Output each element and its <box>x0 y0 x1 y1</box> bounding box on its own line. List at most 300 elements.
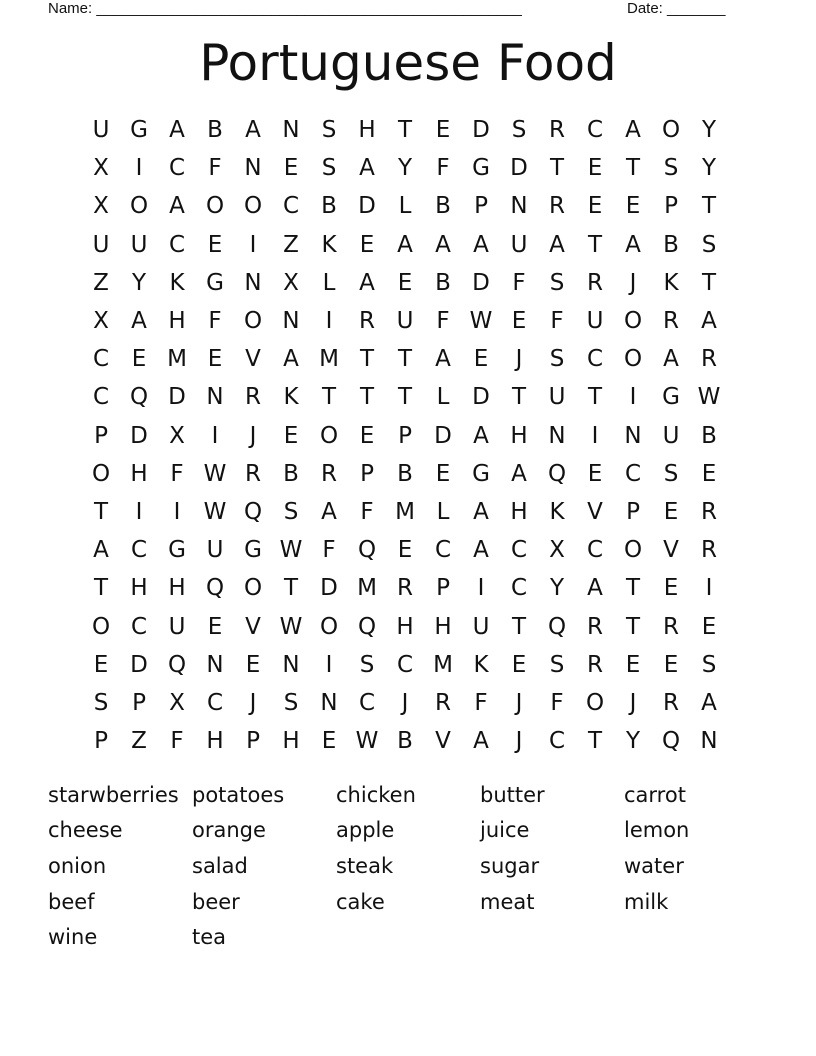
grid-letter: E <box>359 422 375 449</box>
grid-letter: D <box>472 269 490 296</box>
grid-letter: W <box>279 613 303 640</box>
grid-letter: R <box>663 308 679 335</box>
grid-letter: R <box>701 498 717 525</box>
grid-letter: D <box>510 155 528 182</box>
grid-letter: O <box>243 575 263 602</box>
grid-letter: I <box>591 422 599 449</box>
word-bank-item: cheese <box>48 818 123 843</box>
word-bank-item: salad <box>192 853 248 878</box>
grid-letter: Q <box>357 537 377 564</box>
word-bank-item: tea <box>192 925 227 950</box>
grid-letter: T <box>321 384 337 411</box>
grid-letter: R <box>549 193 565 220</box>
grid-letter: E <box>131 346 147 373</box>
grid-letter: D <box>130 651 148 678</box>
grid-letter: E <box>511 651 527 678</box>
grid-letter: S <box>549 346 565 373</box>
grid-letter: S <box>321 117 337 144</box>
grid-letter: B <box>397 728 413 755</box>
grid-letter: E <box>321 728 337 755</box>
grid-letter: N <box>700 728 718 755</box>
grid-letter: C <box>168 231 186 258</box>
grid-letter: Y <box>131 269 147 296</box>
grid-letter: F <box>170 728 184 755</box>
grid-letter: B <box>397 460 413 487</box>
grid-letter: B <box>435 269 451 296</box>
grid-letter: H <box>168 575 186 602</box>
grid-letter: G <box>472 460 490 487</box>
grid-letter: S <box>663 460 679 487</box>
grid-letter: E <box>397 269 413 296</box>
grid-letter: O <box>319 613 339 640</box>
grid-letter: C <box>510 575 528 602</box>
grid-letter: M <box>319 346 339 373</box>
grid-letter: H <box>282 728 300 755</box>
grid-letter: E <box>435 460 451 487</box>
grid-letter: D <box>358 193 376 220</box>
word-search-grid <box>82 111 728 760</box>
grid-letter: J <box>515 346 523 373</box>
grid-letter: S <box>663 155 679 182</box>
grid-letter: A <box>701 689 717 716</box>
grid-letter: B <box>663 231 679 258</box>
grid-letter: S <box>549 269 565 296</box>
grid-letter: W <box>203 498 227 525</box>
grid-letter: M <box>357 575 377 602</box>
grid-letter: U <box>92 231 110 258</box>
grid-letter: E <box>473 346 489 373</box>
grid-letter: M <box>395 498 415 525</box>
grid-letter: X <box>169 422 185 449</box>
word-bank-item: wine <box>48 925 98 950</box>
grid-letter: U <box>130 231 148 258</box>
grid-letter: R <box>245 384 261 411</box>
grid-letter: F <box>436 155 450 182</box>
grid-letter: F <box>436 308 450 335</box>
grid-letter: E <box>359 231 375 258</box>
grid-letter: V <box>245 613 261 640</box>
grid-letter: E <box>207 613 223 640</box>
grid-letter: F <box>550 308 564 335</box>
grid-letter: K <box>321 231 337 258</box>
grid-letter: U <box>472 613 490 640</box>
grid-letter: H <box>510 422 528 449</box>
grid-letter: O <box>623 308 643 335</box>
grid-letter: D <box>434 422 452 449</box>
grid-letter: C <box>434 537 452 564</box>
grid-letter: K <box>549 498 565 525</box>
grid-letter: Q <box>205 575 225 602</box>
word-bank-item: meat <box>480 889 535 914</box>
grid-letter: H <box>396 613 414 640</box>
grid-letter: O <box>129 193 149 220</box>
grid-letter: L <box>436 498 450 525</box>
grid-letter: E <box>587 155 603 182</box>
grid-letter: F <box>208 155 222 182</box>
grid-letter: I <box>211 422 219 449</box>
grid-letter: U <box>548 384 566 411</box>
grid-letter: G <box>472 155 490 182</box>
grid-letter: T <box>587 231 603 258</box>
word-bank-item: onion <box>48 853 107 878</box>
grid-letter: I <box>173 498 181 525</box>
grid-letter: A <box>473 728 489 755</box>
grid-letter: S <box>359 651 375 678</box>
grid-letter: R <box>587 269 603 296</box>
grid-letter: T <box>701 269 717 296</box>
word-bank-item: beef <box>48 889 95 914</box>
grid-letter: A <box>473 231 489 258</box>
grid-letter: A <box>701 308 717 335</box>
grid-letter: B <box>207 117 223 144</box>
date-field-label: Date: _______ <box>627 0 726 17</box>
grid-letter: R <box>701 346 717 373</box>
grid-letter: U <box>662 422 680 449</box>
grid-letter: R <box>587 613 603 640</box>
grid-letter: A <box>245 117 261 144</box>
grid-letter: Y <box>549 575 565 602</box>
grid-letter: N <box>206 651 224 678</box>
grid-letter: J <box>515 689 523 716</box>
grid-letter: T <box>93 575 109 602</box>
grid-letter: Z <box>131 728 147 755</box>
grid-letter: M <box>167 346 187 373</box>
word-bank-item: potatoes <box>192 782 285 807</box>
grid-letter: A <box>549 231 565 258</box>
grid-letter: C <box>510 537 528 564</box>
grid-letter: P <box>436 575 450 602</box>
grid-letter: N <box>282 117 300 144</box>
grid-letter: Q <box>243 498 263 525</box>
grid-letter: T <box>511 613 527 640</box>
grid-letter: C <box>282 193 300 220</box>
grid-letter: D <box>168 384 186 411</box>
grid-letter: Q <box>129 384 149 411</box>
grid-letter: Q <box>167 651 187 678</box>
grid-letter: I <box>477 575 485 602</box>
grid-letter: C <box>586 537 604 564</box>
grid-letter: Q <box>357 613 377 640</box>
word-bank-item: orange <box>192 818 266 843</box>
grid-letter: L <box>398 193 412 220</box>
grid-letter: H <box>358 117 376 144</box>
grid-letter: A <box>397 231 413 258</box>
grid-letter: E <box>283 155 299 182</box>
grid-letter: T <box>701 193 717 220</box>
grid-letter: J <box>249 422 257 449</box>
grid-letter: A <box>169 117 185 144</box>
grid-letter: F <box>360 498 374 525</box>
grid-letter: E <box>283 422 299 449</box>
name-field-label: Name: ___________________________________________________ <box>48 0 522 17</box>
word-bank-item: water <box>624 853 684 878</box>
grid-letter: Z <box>283 231 299 258</box>
grid-letter: K <box>473 651 489 678</box>
grid-letter: F <box>512 269 526 296</box>
grid-letter: P <box>360 460 374 487</box>
grid-letter: I <box>629 384 637 411</box>
grid-letter: W <box>279 537 303 564</box>
grid-letter: U <box>92 117 110 144</box>
word-bank-item: lemon <box>624 818 690 843</box>
grid-letter: O <box>243 308 263 335</box>
grid-letter: K <box>663 269 679 296</box>
grid-letter: P <box>664 193 678 220</box>
grid-letter: D <box>472 384 490 411</box>
grid-letter: E <box>701 613 717 640</box>
page-title: Portuguese Food <box>199 34 617 92</box>
grid-letter: A <box>511 460 527 487</box>
grid-letter: I <box>135 155 143 182</box>
worksheet-header <box>48 0 748 20</box>
grid-letter: J <box>249 689 257 716</box>
grid-letter: T <box>397 117 413 144</box>
grid-letter: T <box>625 575 641 602</box>
grid-letter: K <box>169 269 185 296</box>
grid-letter: B <box>283 460 299 487</box>
grid-letter: T <box>625 155 641 182</box>
grid-letter: U <box>206 537 224 564</box>
grid-letter: E <box>511 308 527 335</box>
grid-letter: A <box>473 422 489 449</box>
grid-letter: B <box>435 193 451 220</box>
grid-letter: A <box>473 537 489 564</box>
grid-letter: A <box>169 193 185 220</box>
grid-letter: Z <box>93 269 109 296</box>
grid-letter: N <box>282 308 300 335</box>
grid-letter: B <box>701 422 717 449</box>
grid-letter: R <box>663 613 679 640</box>
grid-letter: U <box>586 308 604 335</box>
grid-letter: K <box>283 384 299 411</box>
grid-letter: Y <box>701 155 717 182</box>
grid-letter: G <box>662 384 680 411</box>
grid-letter: P <box>94 728 108 755</box>
grid-letter: E <box>207 231 223 258</box>
word-bank <box>48 777 768 955</box>
grid-letter: S <box>701 651 717 678</box>
word-bank-item: sugar <box>480 853 540 878</box>
grid-letter: X <box>93 193 109 220</box>
word-bank-item: chicken <box>336 782 416 807</box>
grid-letter: R <box>587 651 603 678</box>
grid-letter: H <box>168 308 186 335</box>
grid-letter: I <box>325 308 333 335</box>
grid-letter: T <box>283 575 299 602</box>
grid-letter: G <box>168 537 186 564</box>
grid-letter: R <box>359 308 375 335</box>
grid-letter: F <box>322 537 336 564</box>
grid-letter: O <box>91 460 111 487</box>
grid-letter: E <box>435 117 451 144</box>
grid-letter: W <box>203 460 227 487</box>
grid-letter: J <box>629 269 637 296</box>
grid-letter: X <box>169 689 185 716</box>
grid-letter: J <box>401 689 409 716</box>
grid-letter: C <box>130 537 148 564</box>
grid-letter: T <box>587 728 603 755</box>
grid-letter: R <box>397 575 413 602</box>
grid-letter: R <box>321 460 337 487</box>
grid-letter: E <box>625 651 641 678</box>
grid-letter: P <box>398 422 412 449</box>
word-bank-item: carrot <box>624 782 686 807</box>
grid-letter: V <box>663 537 679 564</box>
grid-letter: Y <box>397 155 413 182</box>
grid-letter: E <box>93 651 109 678</box>
grid-letter: M <box>433 651 453 678</box>
grid-letter: R <box>549 117 565 144</box>
grid-letter: C <box>168 155 186 182</box>
grid-letter: T <box>359 384 375 411</box>
grid-letter: A <box>473 498 489 525</box>
word-bank-item: beer <box>192 889 240 914</box>
grid-letter: P <box>94 422 108 449</box>
grid-letter: T <box>511 384 527 411</box>
grid-letter: I <box>249 231 257 258</box>
grid-letter: E <box>397 537 413 564</box>
grid-letter: A <box>663 346 679 373</box>
grid-letter: C <box>206 689 224 716</box>
grid-letter: H <box>206 728 224 755</box>
grid-letter: T <box>359 346 375 373</box>
word-bank-item: apple <box>336 818 395 843</box>
grid-letter: C <box>624 460 642 487</box>
grid-letter: E <box>587 193 603 220</box>
grid-letter: R <box>701 537 717 564</box>
word-bank-item: butter <box>480 782 545 807</box>
grid-letter: R <box>435 689 451 716</box>
grid-letter: F <box>550 689 564 716</box>
grid-letter: L <box>322 269 336 296</box>
grid-letter: J <box>629 689 637 716</box>
grid-letter: X <box>549 537 565 564</box>
grid-letter: Y <box>625 728 641 755</box>
grid-letter: I <box>325 651 333 678</box>
grid-letter: A <box>359 155 375 182</box>
grid-letter: G <box>206 269 224 296</box>
grid-letter: S <box>283 689 299 716</box>
grid-letter: N <box>624 422 642 449</box>
grid-letter: H <box>130 575 148 602</box>
grid-letter: E <box>207 346 223 373</box>
grid-letter: T <box>549 155 565 182</box>
grid-letter: N <box>244 155 262 182</box>
grid-letter: G <box>130 117 148 144</box>
grid-letter: D <box>320 575 338 602</box>
grid-letter: S <box>549 651 565 678</box>
grid-letter: F <box>208 308 222 335</box>
grid-letter: U <box>396 308 414 335</box>
grid-letter: F <box>474 689 488 716</box>
grid-letter: V <box>435 728 451 755</box>
grid-letter: A <box>359 269 375 296</box>
grid-letter: C <box>586 117 604 144</box>
grid-letter: C <box>586 346 604 373</box>
grid-letter: H <box>130 460 148 487</box>
grid-letter: E <box>625 193 641 220</box>
grid-letter: O <box>623 537 643 564</box>
grid-letter: Q <box>547 613 567 640</box>
grid-letter: D <box>130 422 148 449</box>
grid-letter: A <box>625 231 641 258</box>
grid-letter: O <box>319 422 339 449</box>
grid-letter: Q <box>661 728 681 755</box>
grid-letter: A <box>321 498 337 525</box>
grid-letter: I <box>705 575 713 602</box>
grid-letter: F <box>170 460 184 487</box>
grid-letter: A <box>625 117 641 144</box>
grid-letter: N <box>510 193 528 220</box>
word-bank-item: juice <box>480 818 530 843</box>
grid-letter: O <box>91 613 111 640</box>
grid-letter: S <box>283 498 299 525</box>
grid-letter: X <box>93 308 109 335</box>
grid-letter: O <box>623 346 643 373</box>
grid-letter: C <box>358 689 376 716</box>
grid-letter: E <box>663 575 679 602</box>
grid-letter: E <box>663 651 679 678</box>
grid-letter: X <box>283 269 299 296</box>
grid-letter: O <box>661 117 681 144</box>
grid-letter: Q <box>547 460 567 487</box>
grid-letter: E <box>587 460 603 487</box>
grid-letter: S <box>93 689 109 716</box>
grid-letter: I <box>135 498 143 525</box>
grid-letter: L <box>436 384 450 411</box>
grid-letter: A <box>93 537 109 564</box>
word-bank-item: milk <box>624 889 669 914</box>
grid-letter: N <box>244 269 262 296</box>
grid-letter: R <box>663 689 679 716</box>
grid-letter: W <box>469 308 493 335</box>
grid-letter: V <box>587 498 603 525</box>
grid-letter: T <box>397 346 413 373</box>
word-bank-item: cake <box>336 889 385 914</box>
grid-letter: C <box>130 613 148 640</box>
grid-letter: T <box>625 613 641 640</box>
grid-letter: E <box>701 460 717 487</box>
grid-letter: O <box>585 689 605 716</box>
grid-letter: A <box>587 575 603 602</box>
grid-letter: S <box>321 155 337 182</box>
grid-letter: A <box>435 346 451 373</box>
grid-letter: N <box>320 689 338 716</box>
word-bank-item: starwberries <box>48 782 179 807</box>
grid-letter: H <box>510 498 528 525</box>
grid-letter: P <box>474 193 488 220</box>
word-bank-item: steak <box>336 853 394 878</box>
grid-letter: R <box>245 460 261 487</box>
grid-letter: Y <box>701 117 717 144</box>
grid-letter: P <box>132 689 146 716</box>
grid-letter: X <box>93 155 109 182</box>
grid-letter: O <box>205 193 225 220</box>
grid-letter: V <box>245 346 261 373</box>
grid-letter: T <box>93 498 109 525</box>
grid-letter: P <box>246 728 260 755</box>
grid-letter: J <box>515 728 523 755</box>
grid-letter: G <box>244 537 262 564</box>
grid-letter: T <box>397 384 413 411</box>
grid-letter: S <box>511 117 527 144</box>
grid-letter: A <box>283 346 299 373</box>
grid-letter: E <box>663 498 679 525</box>
grid-letter: A <box>131 308 147 335</box>
grid-letter: S <box>701 231 717 258</box>
grid-letter: C <box>92 346 110 373</box>
grid-letter: T <box>587 384 603 411</box>
